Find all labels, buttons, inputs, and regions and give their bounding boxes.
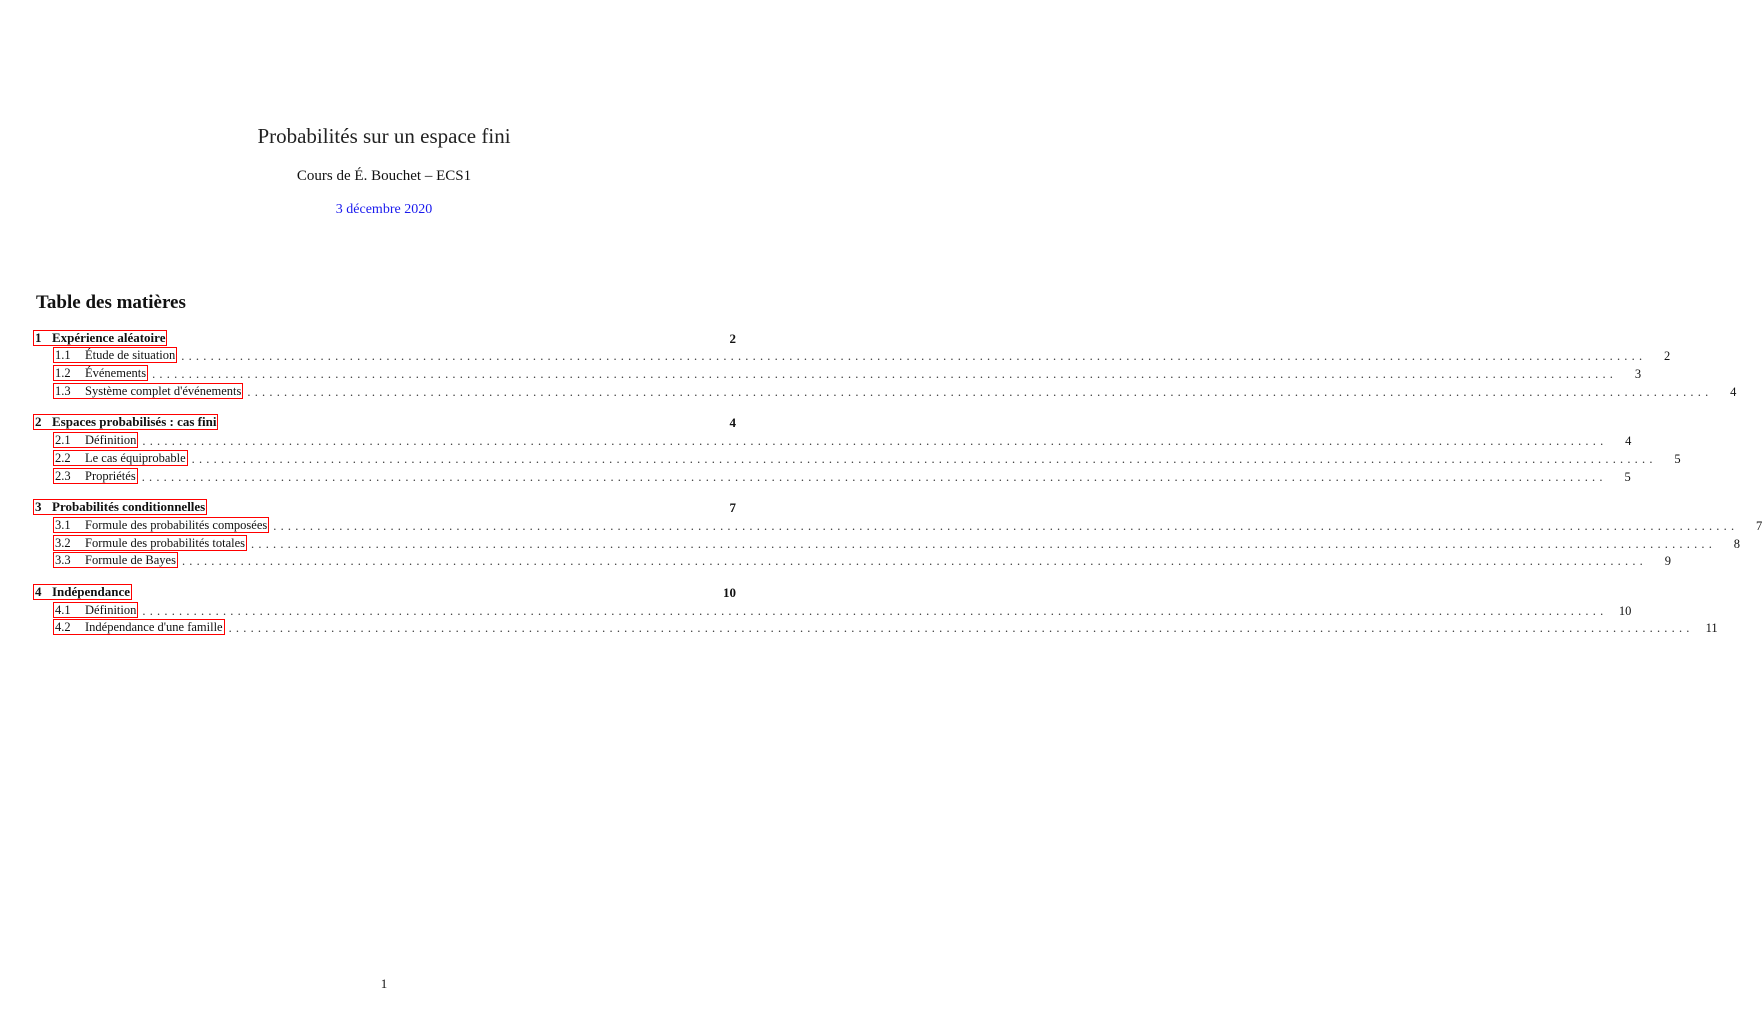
- toc-leader-dots: ........................................................................................................................................................................................................: [181, 554, 1647, 569]
- toc-section-label: Indépendance: [52, 583, 131, 599]
- toc-subsection-number: 1.2: [55, 366, 71, 381]
- toc-subsection-label: Le cas équiprobable: [85, 450, 186, 465]
- toc-section-row: [33, 582, 736, 600]
- toc-subsection-row: [33, 515, 1762, 533]
- toc-subsection-label: Définition: [85, 433, 137, 448]
- toc-subsection-row: [33, 600, 1632, 618]
- toc-leader-dots: ........................................................................................................................................................................................................: [228, 621, 1694, 636]
- document-author: Cours de É. Bouchet – ECS1: [296, 168, 472, 184]
- toc-subsection-number: 3.3: [55, 553, 71, 568]
- toc-section: [33, 498, 1762, 569]
- toc-section-number: 4: [35, 583, 42, 599]
- toc-page-number: 5: [1674, 451, 1681, 466]
- toc-subsection-number: 2.2: [55, 450, 71, 465]
- toc-page-number: 2: [729, 330, 736, 346]
- toc-leader-dots: ........................................................................................................................................................................................................: [152, 367, 1618, 382]
- toc-section-row: [33, 413, 736, 431]
- toc-link-subsection-4-2[interactable]: [53, 619, 225, 635]
- toc-subsection-number: 3.2: [55, 535, 71, 550]
- toc-subsection-label: Définition: [85, 602, 137, 617]
- toc-section-row: [33, 498, 736, 516]
- toc-subsection-row: [33, 448, 1681, 466]
- document-date: 3 décembre 2020: [335, 202, 433, 217]
- toc-page-number: 2: [1664, 349, 1671, 364]
- toc-page-number: 4: [1625, 434, 1632, 449]
- toc-section-label: Espaces probabilisés : cas fini: [52, 414, 217, 430]
- toc-page-number: 4: [1730, 384, 1737, 399]
- toc-link-subsection-2-3[interactable]: [53, 468, 138, 484]
- toc-page-number: 7: [729, 500, 736, 516]
- toc-subsection-row: [33, 363, 1642, 382]
- toc-link-subsection-1-1[interactable]: [53, 347, 177, 363]
- toc-leader-dots: ........................................................................................................................................................................................................: [273, 518, 1739, 533]
- toc-page-number: 9: [1664, 554, 1671, 569]
- toc-subsection-label: Système complet d'événements: [85, 383, 242, 398]
- toc-section-label: Expérience aléatoire: [52, 329, 166, 345]
- toc-leader-dots: ........................................................................................................................................................................................................: [142, 434, 1608, 449]
- toc-subsection-number: 3.1: [55, 517, 71, 532]
- toc-section: [33, 413, 1681, 484]
- toc-link-section-4[interactable]: [33, 584, 132, 600]
- toc-page-number: 10: [723, 584, 736, 600]
- toc-subsection-row: [33, 533, 1741, 551]
- toc-link-subsection-2-2[interactable]: [53, 450, 188, 466]
- toc-leader-dots: ........................................................................................................................................................................................................: [251, 536, 1717, 551]
- toc-subsection-row: [33, 551, 1671, 569]
- toc-subsection-number: 4.2: [55, 620, 71, 635]
- toc-page-number: 7: [1756, 518, 1762, 533]
- toc-subsection-number: 1.3: [55, 383, 71, 398]
- toc-subsection-row: [33, 346, 1671, 364]
- toc-subsection-row: [33, 430, 1632, 449]
- toc-subsection-number: 2.1: [55, 433, 71, 448]
- toc-subsection-row: [33, 618, 1718, 636]
- toc-link-subsection-3-3[interactable]: [53, 552, 178, 568]
- toc-subsection-label: Formule des probabilités totales: [85, 535, 246, 550]
- toc-leader-dots: ........................................................................................................................................................................................................: [181, 349, 1647, 364]
- toc-link-section-2[interactable]: [33, 414, 218, 430]
- toc-section-number: 3: [35, 499, 42, 515]
- toc-leader-dots: ........................................................................................................................................................................................................: [141, 469, 1607, 484]
- toc-section-number: 1: [35, 329, 42, 345]
- toc-page-number: 11: [1705, 621, 1718, 636]
- toc-section: [33, 582, 1718, 636]
- toc-link-section-1[interactable]: [33, 330, 167, 346]
- toc-leader-dots: ........................................................................................................................................................................................................: [191, 451, 1657, 466]
- toc-subsection-number: 4.1: [55, 602, 71, 617]
- document-title: Probabilités sur un espace fini: [257, 124, 511, 148]
- toc-page-number: 10: [1618, 603, 1632, 618]
- toc-link-subsection-2-1[interactable]: [53, 432, 138, 448]
- toc-subsection-number: 2.3: [55, 468, 71, 483]
- toc-page-number: 3: [1634, 367, 1642, 382]
- toc-section-number: 2: [35, 414, 42, 430]
- toc-subsection-number: 1.1: [55, 348, 71, 363]
- toc-subsection-label: Propriétés: [85, 468, 136, 483]
- toc-section: [33, 328, 1737, 399]
- toc-subsection-row: [33, 466, 1631, 484]
- toc-link-subsection-4-1[interactable]: [53, 602, 138, 618]
- toc-link-subsection-1-2[interactable]: [53, 365, 148, 381]
- page-number-footer: 1: [380, 976, 388, 991]
- toc-subsection-label: Indépendance d'une famille: [85, 620, 223, 635]
- toc-link-subsection-3-2[interactable]: [53, 535, 247, 551]
- toc-link-subsection-3-1[interactable]: [53, 517, 269, 533]
- toc-subsection-label: Formule de Bayes: [85, 553, 176, 568]
- table-of-contents: [33, 328, 1762, 649]
- toc-section-label: Probabilités conditionnelles: [52, 499, 206, 515]
- toc-leader-dots: ........................................................................................................................................................................................................: [247, 384, 1713, 399]
- toc-page-number: 4: [729, 415, 736, 431]
- toc-link-section-3[interactable]: [33, 499, 207, 515]
- toc-heading: Table des matières: [36, 292, 186, 313]
- toc-page-number: 8: [1733, 536, 1741, 551]
- toc-page-number: 5: [1624, 469, 1631, 484]
- toc-subsection-label: Événements: [85, 366, 147, 381]
- toc-leader-dots: ........................................................................................................................................................................................................: [142, 603, 1608, 618]
- toc-section-row: [33, 328, 736, 346]
- toc-subsection-label: Étude de situation: [85, 348, 176, 363]
- toc-link-subsection-1-3[interactable]: [53, 383, 243, 399]
- toc-subsection-label: Formule des probabilités composées: [85, 517, 268, 532]
- toc-subsection-row: [33, 381, 1737, 399]
